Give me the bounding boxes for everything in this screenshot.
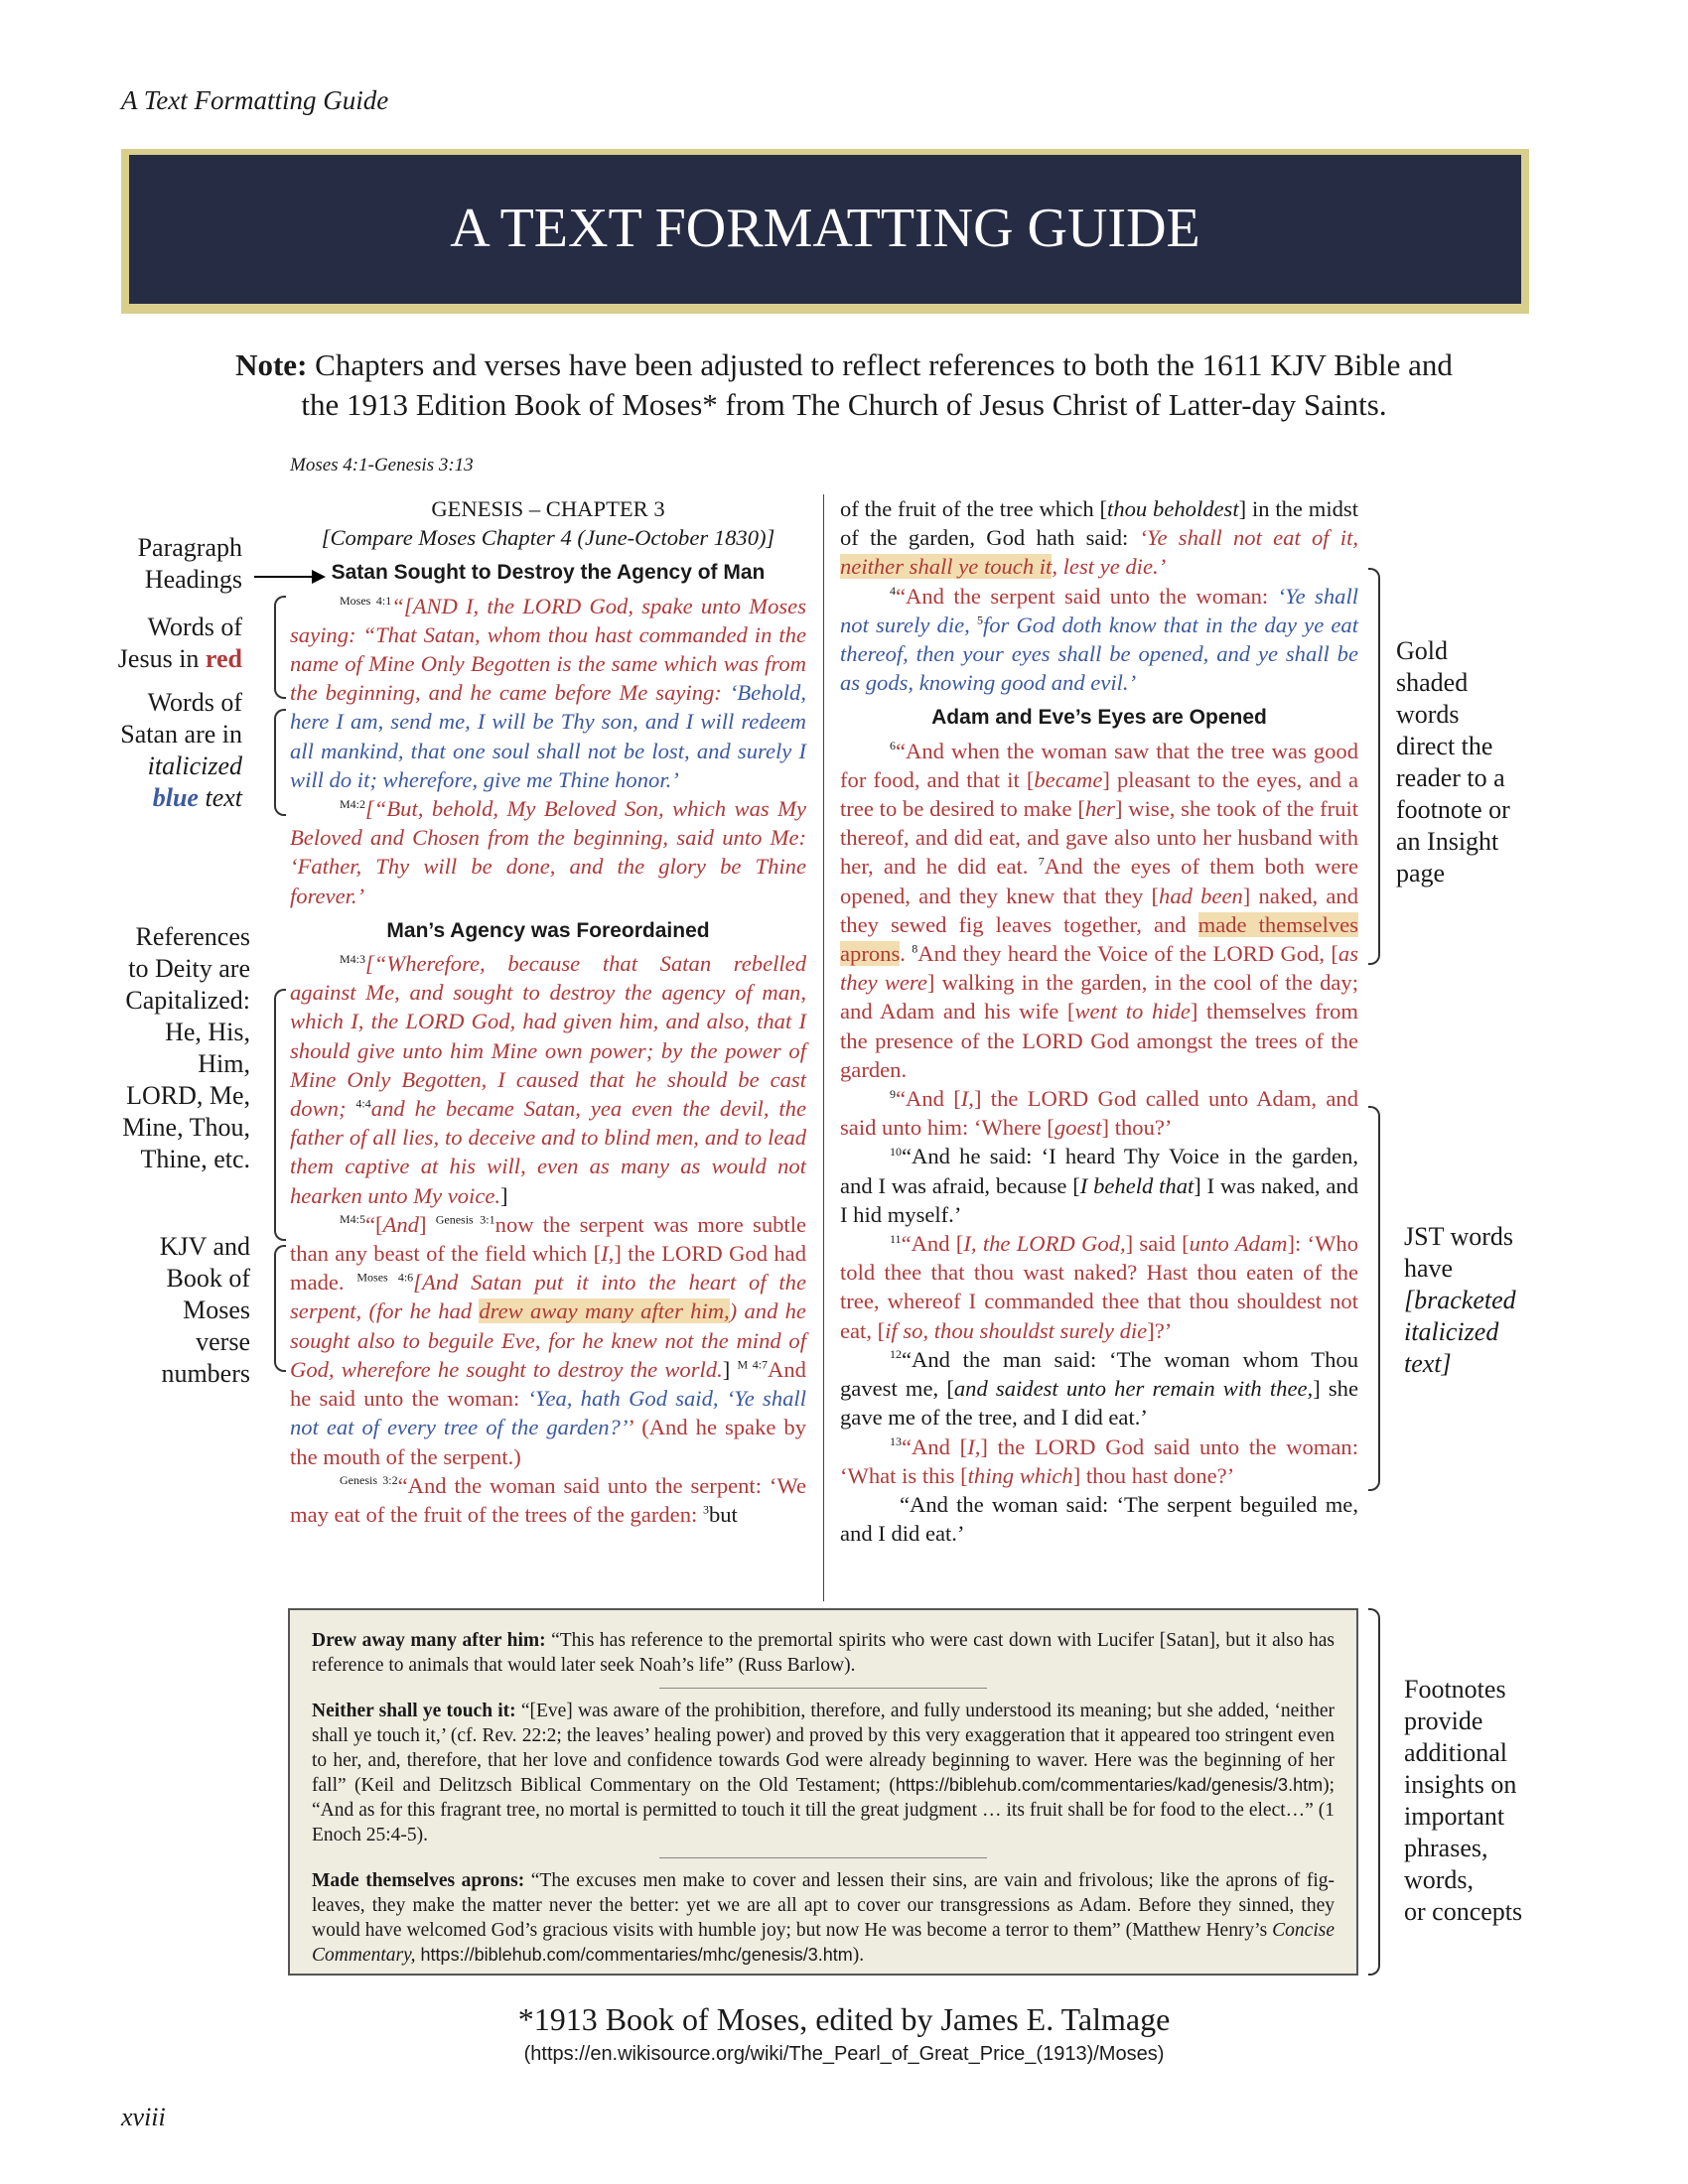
credit-url[interactable]: (https://en.wikisource.org/wiki/The_Pearl_of_Great_Price_(1913)/Moses) [523,2043,1165,2065]
footnote: Drew away many after him: “This has reference to the premortal spirits who were cast down with Lucifer [Satan], but it also has reference to animals that would later seek Noah’s life” (Russ Barlow). [312,1630,1335,1676]
brace-right-icon [1368,568,1380,965]
running-head: A Text Formatting Guide [121,85,389,115]
annotation-jesus-words: Words of Jesus in red [117,613,242,673]
banner-title: A TEXT FORMATTING GUIDE [129,155,1521,304]
gold-shaded-phrase: made themselves aprons [840,911,1358,967]
left-column [290,494,806,1529]
credit-line: *1913 Book of Moses, edited by James E. Talmage [517,2001,1171,2037]
annotation-footnotes: Footnotes provide additional insights on important phrases, words, or concepts [1404,1675,1523,1926]
paragraph-heading: Adam and Eve’s Eyes are Opened [931,706,1267,730]
chapter-title: GENESIS – CHAPTER 3 [431,496,665,521]
note-line-2: the 1913 Edition Book of Moses* from The Church of Jesus Christ of Latter-day Saints. [301,387,1387,422]
column-divider [823,494,824,1601]
annotation-deity-capitalized: References to Deity are Capitalized: He, His, Him, LORD, Me, Mine, Thou, Thine, etc. [122,922,250,1173]
verse: $^{13}$“And [I,] the LORD God said unto the woman: ‘What is this [thing which] thou hast done?’ [840,1433,1358,1488]
verse: $^4$“And the serpent said unto the woman: ‘Ye shall not surely die, $^5$for God doth know that in the day ye eat thereof, then your eyes shall be opened, and ye shall be as gods, knowing good and evil.’ [840,583,1359,696]
brace-right-icon [1368,1106,1380,1491]
paragraph-heading: Satan Sought to Destroy the Agency of Man [331,561,766,585]
brace-left-icon [274,709,286,816]
verse: $^9$“And [I,] the LORD God called unto Adam, and said unto him: ‘Where [goest] thou?’ [840,1086,1358,1141]
paragraph-heading: Man’s Agency was Foreordained [386,918,710,942]
brace-left-icon [274,1245,286,1372]
footnote-separator [659,1688,987,1689]
verse: $^{Moses 4:1}$“[AND I, the LORD God, spake unto Moses saying: “That Satan, whom thou hast commanded in the name of Mine Only Begotten is the same which was from the beginning, and he came before Me saying: ‘Behold, here I am, send me, I will be Thy son, and I will redeem all mankind, that one soul shall not be lost, and surely I will do it; wherefore, give me Thine honor.’ [290,593,807,792]
verse: $^{M4:5}$“[And] $^{Genesis 3:1}$now the serpent was more subtle than any beast of the field which [I,] the LORD God had made. $^{Moses 4:6}$[And Satan put it into the heart of the serpent, (for he had drew away many after him,) and he sought also to beguile Eve, for he knew not the mind of God, wherefore he sought to destroy the world.] $^{M 4:7}$And he said unto the woman: ‘Yea, hath God said, ‘Ye shall not eat of every tree of the garden?’’ (And he spake by the mouth of the serpent.) [290,1211,807,1469]
verse: $^6$“And when the woman saw that the tree was good for food, and that it [became] pleasant to the eyes, and a tree to be desired to make [her] wise, she took of the fruit thereof, and did eat, and gave also unto her husband with her, and he did eat. $^7$And the eyes of them both were opened, and they knew that they [had been] naked, and they sewed fig leaves together, and made themselves aprons. $^8$And they heard the Voice of the LORD God, [as they were] walking in the garden, in the cool of the day; and Adam and his wife [went to hide] themselves from the presence of the LORD God amongst the trees of the garden. [840,738,1359,1082]
annotation-satan-words: Words of Satan are in italicized blue text [120,688,242,812]
verse: “And the woman said: ‘The serpent beguiled me, and I did eat.’ [840,1491,1358,1547]
annotation-paragraph-headings: Paragraph Headings [137,533,242,594]
note-paragraph [149,345,1539,425]
footnotes-box [288,1608,1358,1976]
footnote-link[interactable]: https://biblehub.com/commentaries/mhc/genesis/3.htm [415,1945,853,1965]
page-number: xviii [121,2103,166,2131]
brace-left-icon [274,989,286,1241]
gold-shaded-phrase: drew away many after him, [479,1298,730,1324]
footnote-link[interactable]: https://biblehub.com/commentaries/kad/genesis/3.htm [895,1775,1324,1795]
verse: $^{10}$“And he said: ‘I heard Thy Voice in the garden, and I was afraid, because [I beheld that] I was naked, and I hid myself.’ [840,1144,1358,1227]
verse: $^{12}$“And the man said: ‘The woman whom Thou gavest me, [and saidest unto her remain with thee,] she gave me of the tree, and I did eat.’ [840,1346,1359,1431]
gold-shaded-phrase: neither shall ye touch it [840,554,1053,580]
annotation-jst-words: JST words have [bracketed italicized text] [1404,1222,1516,1378]
verse: $^{M4:3}$[“Wherefore, because that Satan rebelled against Me, and sought to destroy the agency of man, which I, the LORD God, had given him, and also, that I should give unto him Mine own power; by the power of Mine Only Begotten, I caused that he should be cast down; $^{4:4}$and he became Satan, yea even the devil, the father of all lies, to deceive and to blind men, and to lead them captive at his will, even as many as would not hearken unto My voice.] [290,951,806,1208]
brace-left-icon [274,596,286,699]
footnote: Neither shall ye touch it: “[Eve] was aware of the prohibition, therefore, and fully understood its meaning; but she added, ‘neither shall ye touch it,’ (cf. Rev. 22:2; the leaves’ healing power) and proved by this very exaggeration that it appeared too stringent even to her, and, therefore, that her love and confidence towards God were already beginning to waver. Here was the beginning of her fall” (Keil and Delitzsch Biblical Commentary on the Old Testament; (https://biblehub.com/commentaries/kad/genesis/3.htm); “And as for this fragrant tree, no mortal is permitted to touch it till the great judgment … its fruit shall be for food to the elect…” (1 Enoch 25:4-5). [312,1701,1335,1845]
verse: $^{11}$“And [I, the LORD God,] said [unto Adam]: ‘Who told thee that thou wast naked? Hast thou eaten of the tree, whereof I commanded thee that thou shouldest not eat, [if so, thou shouldst surely die]?’ [840,1231,1358,1343]
note-line-1: Chapters and verses have been adjusted to reflect references to both the 1611 KJV Bible and [307,347,1453,382]
brace-right-icon [1368,1608,1380,1976]
title-banner [121,149,1529,314]
reference-heading: Moses 4:1-Genesis 3:13 [290,455,474,476]
footnote-separator [659,1857,987,1858]
footnote: Made themselves aprons: “The excuses men make to cover and lessen their sins, are vain and frivolous; like the aprons of fig-leaves, they make the matter never the better: yet we are all apt to cover our transgressions as Adam. Before they sinned, they would have welcomed God’s gracious visits with humble joy; but now He was become a terror to them” (Matthew Henry’s Concise Commentary, https://biblehub.com/commentaries/mhc/genesis/3.htm). [312,1870,1335,1966]
verse: $^{M4:2}$[“But, behold, My Beloved Son, which was My Beloved and Chosen from the beginning, said unto Me: ‘Father, Thy will be done, and the glory be Thine forever.’ [290,796,806,908]
verse: of the fruit of the tree which [thou beholdest] in the midst of the garden, God hath said: ‘Ye shall not eat of it, neither shall ye touch it, lest ye die.’ [840,496,1358,580]
note-label: Note: [235,347,308,382]
chapter-compare: [Compare Moses Chapter 4 (June-October 1830)] [321,525,775,551]
verse: $^{Genesis 3:2}$“And the woman said unto the serpent: ‘We may eat of the fruit of the trees of the garden: $^3$but [290,1472,806,1527]
right-column [840,494,1358,1548]
annotation-gold-shaded: Gold shaded words direct the reader to a footnote or an Insight page [1396,636,1510,887]
annotation-verse-numbers: KJV and Book of Moses verse numbers [159,1232,250,1388]
